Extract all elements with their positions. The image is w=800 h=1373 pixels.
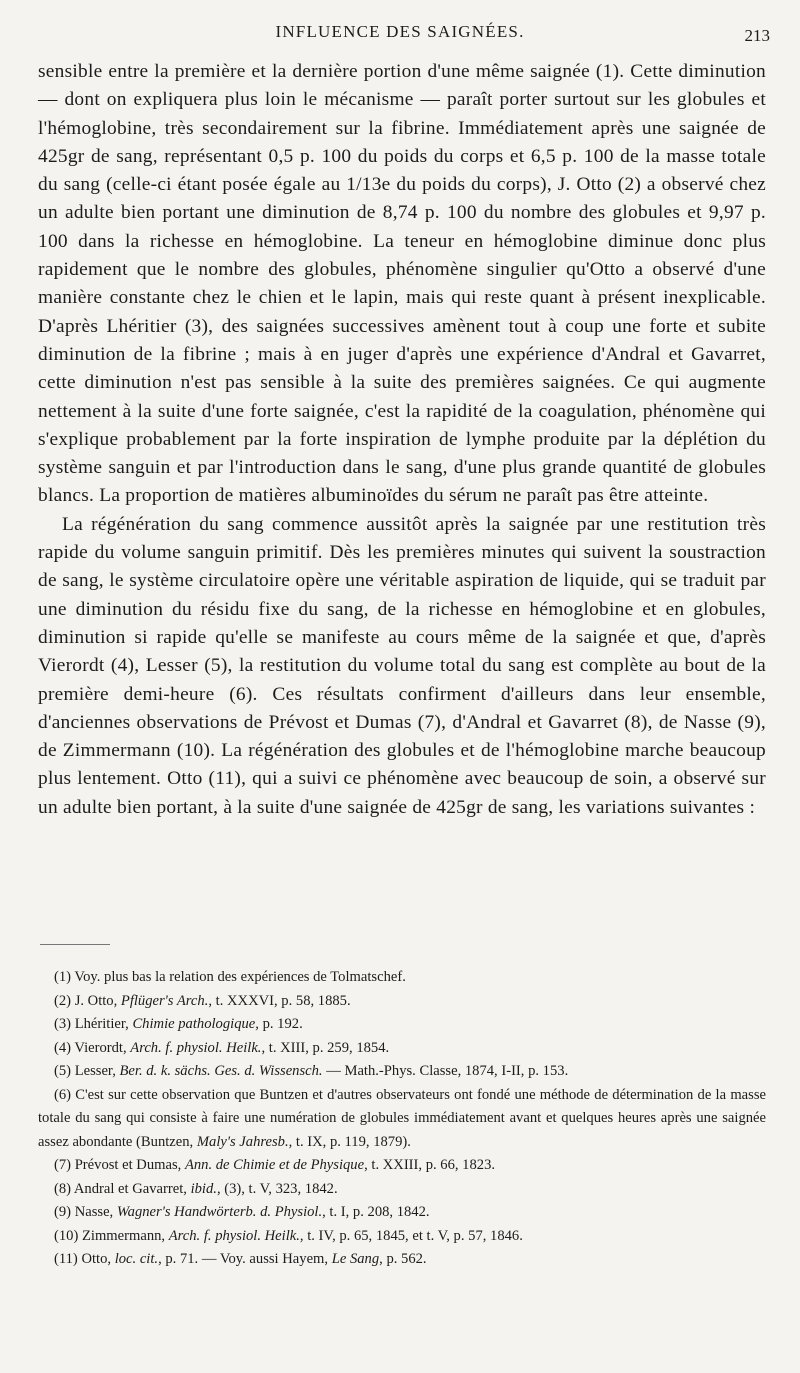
- footnote-citation-title: Le Sang: [331, 1251, 380, 1267]
- paragraph: sensible entre la première et la dernière portion d'une même saignée (1). Cette diminution — dont on expliquera plus loin le mécanisme — paraît porter surtout sur les globules et l'hémoglobine, très secondairement sur la fibrine. Immédiatement après une saignée de 425gr de sang, représentant 0,5 p. 100 du poids du corps et 6,5 p. 100 de la masse totale du sang (celle-ci étant posée égale au 1/13e du poids du corps), J. Otto (2) a observé chez un adulte bien portant une diminution de 8,74 p. 100 du nombre des globules et 9,97 p. 100 dans la richesse en hémoglobine. La teneur en hémoglobine diminue donc plus rapidement que le nombre des globules, phénomène singulier qu'Otto a observé d'une manière constante chez le chien et le lapin, mais qui reste quant à présent inexplicable. D'après Lhéritier (3), des saignées successives amènent tout à coup une forte et subite diminution de la fibrine ; mais à en juger d'après une expérience d'Andral et Gavarret, cette diminution n'est pas sensible à la suite des premières saignées. Ce qui augmente nettement à la suite d'une forte saignée, c'est la rapidité de la coagulation, phénomène qui s'explique probablement par la forte inspiration de lymphe produite par la déplétion du système sanguin et par l'introduction dans le sang, d'une plus grande quantité de globules blancs. La proportion de matières albuminoïdes du sérum ne paraît pas être atteinte.: [38, 61, 766, 507]
- footnote-text: , p. 71. — Voy. aussi Hayem,: [158, 1251, 332, 1267]
- footnote-citation-title: ibid.: [190, 1180, 217, 1197]
- footnote-text: Otto,: [81, 1251, 115, 1267]
- body-text: [38, 58, 766, 822]
- footnote: [38, 1201, 766, 1225]
- footnote-number: (3): [54, 1016, 72, 1032]
- footnote-number: (1): [54, 969, 72, 985]
- footnote: [38, 1178, 766, 1202]
- footnote-number: (5): [54, 1063, 72, 1079]
- running-title: INFLUENCE DES SAIGNÉES.: [275, 22, 525, 41]
- footnote-text: , (3), t. V, 323, 1842.: [216, 1180, 338, 1197]
- footnote-number: (11): [54, 1251, 78, 1267]
- footnote-citation-title: Ber. d. k. sächs. Ges. d. Wissensch.: [119, 1063, 323, 1079]
- footnote-number: (10): [54, 1227, 79, 1244]
- footnote-number: (4): [54, 1039, 72, 1056]
- footnote-text: , t. XXXVI, p. 58, 1885.: [208, 992, 351, 1009]
- footnote-number: (7): [54, 1157, 72, 1173]
- footnote-text: Andral et Gavarret,: [73, 1180, 191, 1197]
- footnote-citation-title: loc. cit.: [114, 1251, 159, 1267]
- footnote-text: — Math.-Phys. Classe, 1874, I-II, p. 153.: [322, 1063, 569, 1079]
- footnote-text: , t. XIII, p. 259, 1854.: [261, 1039, 390, 1056]
- footnote-number: (2): [54, 992, 72, 1009]
- footnote: [38, 1154, 766, 1178]
- footnote-text: J. Otto,: [74, 992, 121, 1009]
- footnote-text: Nasse,: [74, 1204, 117, 1220]
- footnote-text: Vierordt,: [74, 1039, 131, 1056]
- footnote: [38, 1225, 766, 1249]
- footnote: [38, 1013, 766, 1037]
- footnote-text: Lesser,: [74, 1063, 120, 1079]
- running-head: [0, 22, 800, 48]
- footnote-citation-title: Chimie pathologique: [132, 1016, 256, 1032]
- paragraph: La régénération du sang commence aussitôt après la saignée par une restitution très rapide du volume sanguin primitif. Dès les premières minutes qui suivent la soustraction de sang, le système circulatoire opère une véritable aspiration de liquide, qui se traduit par une diminution du résidu fixe du sang, de la richesse en hémoglobine et en globules, diminution si rapide qu'elle se manifeste au cours même de la saignée et que, d'après Vierordt (4), Lesser (5), la restitution du volume total du sang est complète au bout de la première demi-heure (6). Ces résultats confirment d'ailleurs dans leur ensemble, d'anciennes observations de Prévost et Dumas (7), d'Andral et Gavarret (8), de Nasse (9), de Zimmermann (10). La régénération des globules et de l'hémoglobine marche beaucoup plus lentement. Otto (11), qui a suivi ce phénomène avec beaucoup de soin, a observé sur un adulte bien portant, à la suite d'une saignée de 425gr de sang, les variations suivantes :: [38, 513, 766, 818]
- footnote-separator: [40, 944, 110, 945]
- footnote-text: , t. IX, p. 119, 1879).: [288, 1133, 411, 1150]
- footnote-text: , t. XXIII, p. 66, 1823.: [364, 1157, 496, 1173]
- footnote-text: Lhéritier,: [74, 1016, 133, 1032]
- footnote-text: , p. 562.: [379, 1251, 427, 1267]
- footnote-citation-title: Arch. f. physiol. Heilk.: [130, 1039, 262, 1056]
- page-number: 213: [744, 26, 770, 45]
- footnote-citation-title: Arch. f. physiol. Heilk.: [168, 1227, 300, 1244]
- footnote: [38, 966, 766, 990]
- footnote-citation-title: Ann. de Chimie et de Physique: [184, 1157, 365, 1173]
- footnotes: [38, 966, 766, 1272]
- footnote: [38, 990, 766, 1014]
- footnote: [38, 1248, 766, 1272]
- footnote-number: (8): [54, 1180, 72, 1197]
- footnote-text: , p. 192.: [255, 1016, 303, 1032]
- footnote-text: , t. I, p. 208, 1842.: [322, 1204, 430, 1220]
- footnote-text: Zimmermann,: [81, 1227, 169, 1244]
- footnote-text: Voy. plus bas la relation des expériences de Tolmatschef.: [74, 969, 406, 985]
- footnote-citation-title: Pflüger's Arch.: [120, 992, 209, 1009]
- footnote: [38, 1060, 766, 1084]
- footnote-citation-title: Maly's Jahresb.: [196, 1133, 289, 1150]
- footnote-text: , t. IV, p. 65, 1845, et t. V, p. 57, 1846.: [299, 1227, 523, 1244]
- footnote-number: (6): [54, 1086, 72, 1103]
- footnote-text: Prévost et Dumas,: [74, 1157, 185, 1173]
- footnote: [38, 1037, 766, 1061]
- footnote-number: (9): [54, 1204, 72, 1220]
- footnote-text: C'est sur cette observation que Buntzen et d'autres observateurs ont fondé une méthode de détermination de la masse totale du sang qui consiste à faire une numération de globules immédiatement avant et quelques heures après une saignée assez abondante (Buntzen,: [38, 1086, 766, 1150]
- footnote-citation-title: Wagner's Handwörterb. d. Physiol.: [116, 1204, 323, 1220]
- footnote: [38, 1084, 766, 1155]
